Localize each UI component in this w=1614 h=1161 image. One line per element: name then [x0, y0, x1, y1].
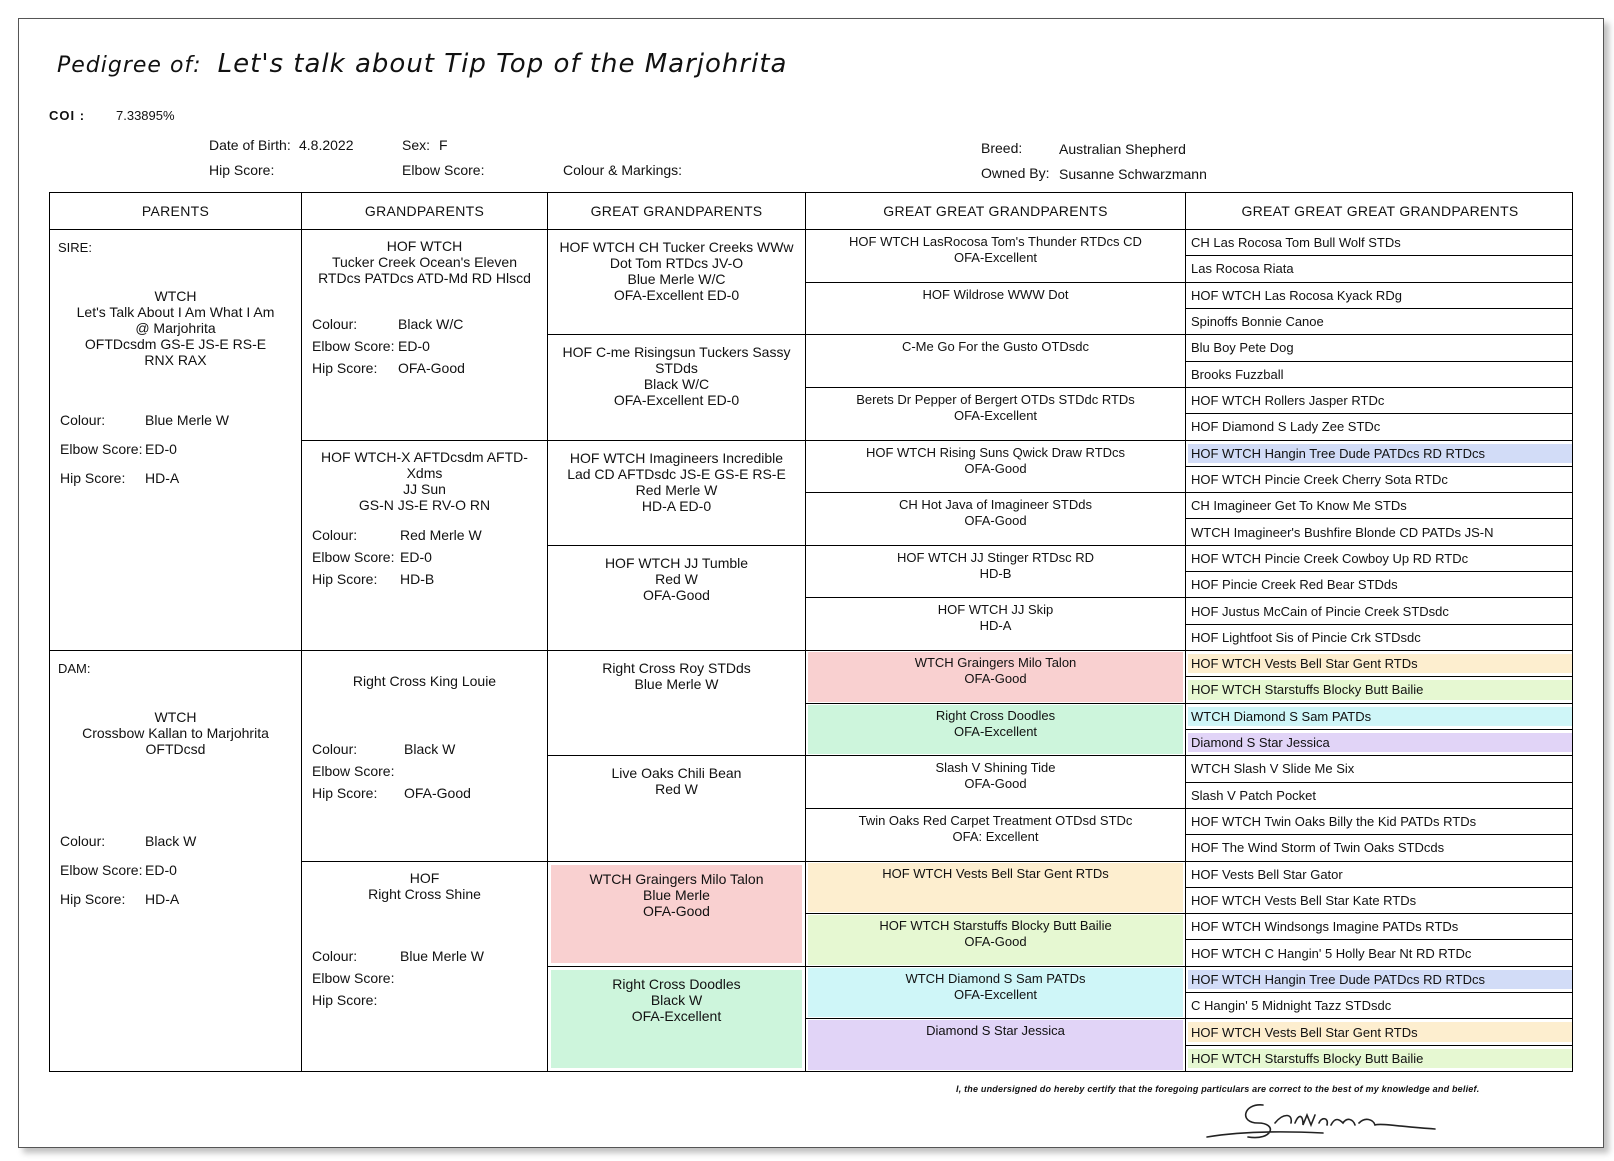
great-grandparent-cell: [548, 862, 805, 967]
sex-value: F: [439, 137, 448, 153]
gg-grandparent-name: HOF Wildrose WWW Dot: [922, 286, 1069, 302]
sire-cell: [50, 230, 301, 651]
ggg-grandparent-name: HOF WTCH Windsongs Imagine PATDs RTDs: [1191, 919, 1459, 935]
ggg-grandparent-name: HOF Pincie Creek Red Bear STDds: [1191, 577, 1398, 593]
gg-grandparent-cell: [806, 967, 1185, 1020]
ggg-grandparent-cell: [1186, 730, 1573, 756]
cell-fill: [1188, 338, 1572, 357]
great-grandparent-name: HOF WTCH JJ Tumble Red W OFA-Good: [604, 554, 749, 603]
ggg-grandparent-cell: [1186, 809, 1573, 835]
owner-label: Owned By:: [981, 165, 1050, 181]
cell-fill: [1188, 1022, 1572, 1041]
ggg-grandparent-name: HOF WTCH Vests Bell Star Gent RTDs: [1191, 656, 1418, 672]
attribute-label: Colour:: [312, 526, 358, 543]
attribute-value: Blue Merle W: [400, 947, 485, 964]
cell-fill: [1188, 286, 1572, 305]
attribute-row: [312, 947, 485, 964]
parent-name: WTCH Let's Talk About I Am What I Am @ Marjohrita OFTDcsdm GS-E JS-E RS-E RNX RAX: [76, 288, 275, 368]
dog-name: Let's talk about Tip Top of the Marjohrita: [217, 49, 788, 79]
cell-fill: [808, 231, 1183, 281]
ggg-grandparent-name: HOF Diamond S Lady Zee STDc: [1191, 419, 1381, 435]
ggg-grandparent-cell: [1186, 388, 1573, 414]
great-grandparent-name: Live Oaks Chili Bean Red W: [611, 765, 742, 798]
ggg-grandparent-cell: [1186, 625, 1573, 651]
gg-grandparent-cell: [806, 441, 1185, 494]
ggg-grandparent-name: HOF WTCH Las Rocosa Kyack RDg: [1191, 287, 1402, 303]
gg-grandparent-name: WTCH Diamond S Sam PATDs OFA-Excellent: [905, 970, 1086, 1002]
great-grandparent-cell: [548, 441, 805, 546]
ggg-grandparent-cell: [1186, 335, 1573, 361]
great-grandparent-name: HOF C-me Risingsun Tuckers Sassy STDds Black W/C OFA-Excellent ED-0: [562, 344, 791, 409]
gg-grandparent-cell: [806, 756, 1185, 809]
gg-grandparent-name: HOF WTCH Starstuffs Blocky Butt Bailie OFA-Good: [879, 918, 1112, 950]
cell-fill: [808, 863, 1183, 913]
ggg-grandparent-cell: [1186, 414, 1573, 440]
cell-fill: [1188, 943, 1572, 962]
grandparent-cell: [302, 230, 547, 441]
gg-grandparent-name: Diamond S Star Jessica: [926, 1023, 1065, 1039]
title-label: Pedigree of:: [57, 53, 202, 78]
gg-grandparent-name: HOF WTCH JJ Skip HD-A: [937, 602, 1054, 634]
ggg-grandparent-cell: [1186, 993, 1573, 1019]
attribute-row: [312, 763, 394, 779]
grandparent-name: HOF WTCH-X AFTDcsdm AFTD- Xdms JJ Sun GS-N JS-E RV-O RN: [321, 448, 528, 513]
ggg-grandparent-cell: [1186, 256, 1573, 282]
cell-fill: [1188, 786, 1572, 805]
attribute-row: [60, 441, 177, 457]
header-ggg-grandparents: GREAT GREAT GREAT GRANDPARENTS: [1186, 193, 1573, 230]
cell-fill: [551, 444, 802, 542]
ggg-grandparent-cell: [1186, 493, 1573, 519]
grandparent-name: HOF Right Cross Shine: [368, 869, 481, 902]
attribute-value: Red Merle W: [400, 526, 482, 543]
ggg-grandparent-cell: [1186, 677, 1573, 703]
attribute-row: [60, 862, 177, 878]
cell-fill: [1188, 1049, 1572, 1068]
cell-fill: [808, 810, 1183, 860]
ggg-grandparent-name: Blu Boy Pete Dog: [1191, 340, 1294, 356]
owner-value: Susanne Schwarzmann: [1059, 166, 1207, 182]
ggg-grandparent-cell: [1186, 888, 1573, 914]
great-grandparent-name: HOF WTCH CH Tucker Creeks WWw Dot Tom RTDcs JV-O Blue Merle W/C OFA-Excellent ED-0: [559, 239, 794, 303]
great-grandparent-cell: [548, 756, 805, 861]
ggg-grandparent-cell: [1186, 783, 1573, 809]
cell-fill: [808, 652, 1183, 702]
cell-fill: [1188, 470, 1572, 489]
attribute-row: [60, 412, 230, 428]
grandparent-cell: [302, 441, 547, 652]
gg-grandparent-cell: [806, 704, 1185, 757]
ggg-grandparent-cell: [1186, 914, 1573, 940]
attribute-value: OFA-Good: [404, 785, 471, 801]
cell-fill: [551, 549, 802, 647]
great-grandparent-cell: [548, 546, 805, 651]
parent-role: DAM:: [58, 661, 91, 676]
gg-grandparent-name: WTCH Graingers Milo Talon OFA-Good: [914, 655, 1077, 686]
attribute-row: [312, 360, 465, 376]
pedigree-sheet: [18, 18, 1604, 1148]
attribute-label: Hip Score:: [312, 991, 378, 1008]
attribute-label: Hip Score:: [312, 785, 378, 801]
great-grandparent-name: Right Cross Doodles Black W OFA-Excellent: [612, 975, 741, 1024]
ggg-grandparent-cell: [1186, 362, 1573, 388]
ggg-grandparent-name: C Hangin' 5 Midnight Tazz STDsdc: [1191, 998, 1392, 1014]
ggg-grandparent-name: HOF WTCH Rollers Jasper RTDc: [1191, 393, 1385, 409]
gg-grandparent-name: Slash V Shining Tide OFA-Good: [935, 760, 1056, 792]
attribute-label: Elbow Score:: [60, 441, 143, 457]
cell-fill: [1188, 970, 1572, 989]
ggg-grandparent-name: WTCH Slash V Slide Me Six: [1191, 761, 1355, 777]
cell-fill: [1188, 838, 1572, 857]
attribute-label: Colour:: [312, 316, 358, 332]
dam-cell: [50, 651, 301, 1071]
ggg-grandparent-cell: [1186, 1019, 1573, 1045]
cell-fill: [551, 759, 802, 857]
hip-label: Hip Score:: [209, 162, 275, 178]
cell-fill: [1188, 996, 1572, 1015]
ggg-grandparent-name: HOF WTCH Starstuffs Blocky Butt Bailie: [1191, 682, 1424, 698]
ggg-grandparent-cell: [1186, 467, 1573, 493]
ggg-grandparent-name: HOF WTCH Pincie Creek Cherry Sota RTDc: [1191, 471, 1448, 487]
gg-grandparent-cell: [806, 388, 1185, 441]
ggg-grandparent-cell: [1186, 546, 1573, 572]
cell-fill: [1188, 759, 1572, 778]
cell-fill: [1188, 891, 1572, 910]
grandparent-cell: [302, 862, 547, 1072]
great-grandparent-name: Right Cross Roy STDds Blue Merle W: [602, 660, 751, 692]
great-grandparent-cell: [548, 651, 805, 756]
ggg-grandparent-name: HOF WTCH Pincie Creek Cowboy Up RD RTDc: [1191, 550, 1469, 566]
gg-grandparent-cell: [806, 809, 1185, 862]
attribute-row: [60, 891, 180, 907]
parents-column: [50, 193, 301, 1071]
cell-fill: [808, 968, 1183, 1018]
grandparents-column: [301, 193, 547, 1071]
attribute-row: [60, 833, 197, 849]
gg-grandparent-name: CH Hot Java of Imagineer STDds OFA-Good: [899, 497, 1092, 529]
cell-fill: [808, 442, 1183, 492]
attribute-value: ED-0: [145, 862, 177, 878]
gg-grandparent-name: HOF WTCH Vests Bell Star Gent RTDs: [882, 865, 1109, 881]
gg-grandparent-cell: [806, 598, 1185, 651]
ggg-grandparent-cell: [1186, 572, 1573, 598]
cell-fill: [551, 338, 802, 436]
attribute-value: Black W/C: [398, 316, 464, 332]
attribute-row: [312, 316, 464, 332]
ggg-grandparent-name: CH Las Rocosa Tom Bull Wolf STDs: [1191, 235, 1401, 251]
cell-fill: [1188, 812, 1572, 831]
header-great-grandparents: GREAT GRANDPARENTS: [548, 193, 805, 230]
cell-fill: [1188, 365, 1572, 384]
header-grandparents: GRANDPARENTS: [302, 193, 547, 230]
dob-value: 4.8.2022: [299, 137, 354, 153]
cell-fill: [808, 336, 1183, 386]
attribute-label: Colour:: [312, 741, 358, 757]
gg-grandparent-cell: [806, 1019, 1185, 1071]
cell-fill: [1188, 707, 1572, 726]
cell-fill: [808, 494, 1183, 544]
attribute-row: [312, 741, 456, 757]
attribute-label: Hip Score:: [312, 360, 378, 376]
ggg-grandparent-name: HOF WTCH Twin Oaks Billy the Kid PATDs RTDs: [1191, 814, 1477, 830]
cell-fill: [1188, 601, 1572, 620]
ggg-grandparent-name: HOF The Wind Storm of Twin Oaks STDcds: [1191, 840, 1445, 856]
cell-fill: [808, 284, 1183, 334]
colour-label: Colour & Markings:: [563, 162, 683, 178]
gg-grandparent-name: Right Cross Doodles OFA-Excellent: [935, 707, 1056, 739]
attribute-label: Hip Score:: [60, 470, 126, 486]
cell-fill: [551, 970, 802, 1068]
cell-fill: [808, 705, 1183, 755]
attribute-label: Elbow Score:: [312, 338, 395, 354]
gg-grandparent-cell: [806, 914, 1185, 967]
great-grandparent-cell: [548, 230, 805, 335]
ggg-grandparent-cell: [1186, 309, 1573, 335]
cell-fill: [1188, 654, 1572, 673]
gg-grandparent-name: HOF WTCH Rising Suns Qwick Draw RTDcs OFA-Good: [865, 444, 1126, 476]
great-grandparent-name: HOF WTCH Imagineers Incredible Lad CD AFTDsdc JS-E GS-E RS-E Red Merle W HD-A ED-0: [567, 449, 786, 514]
ggg-grandparent-cell: [1186, 283, 1573, 309]
cell-fill: [808, 915, 1183, 965]
attribute-label: Elbow Score:: [312, 548, 395, 565]
ggg-grandparent-name: HOF WTCH Hangin Tree Dude PATDcs RD RTDcs: [1191, 445, 1485, 461]
cell-fill: [551, 233, 802, 331]
attribute-row: [312, 992, 377, 1008]
header-gg-grandparents: GREAT GREAT GRANDPARENTS: [806, 193, 1185, 230]
cell-fill: [1188, 733, 1572, 752]
gg-grandparent-cell: [806, 862, 1185, 915]
ggg-grandparent-cell: [1186, 862, 1573, 888]
attribute-label: Elbow Score:: [60, 862, 143, 878]
cell-fill: [551, 654, 802, 752]
cell-fill: [1188, 549, 1572, 568]
attribute-value: Black W: [404, 741, 456, 757]
gg-grandparent-name: HOF WTCH LasRocosa Tom's Thunder RTDcs CD OFA-Excellent: [849, 234, 1142, 265]
cell-fill: [808, 599, 1183, 649]
cell-fill: [1188, 917, 1572, 936]
ggg-grandparent-name: CH Imagineer Get To Know Me STDs: [1191, 498, 1407, 514]
attribute-row: [312, 970, 394, 986]
gg-grandparent-name: HOF WTCH JJ Stinger RTDsc RD HD-B: [897, 549, 1094, 581]
cell-fill: [808, 547, 1183, 597]
attribute-label: Colour:: [60, 833, 106, 849]
ggg-grandparent-cell: [1186, 756, 1573, 782]
ggg-grandparent-name: Brooks Fuzzball: [1191, 366, 1284, 382]
attribute-value: OFA-Good: [398, 360, 465, 376]
certification-text: I, the undersigned do hereby certify that the foregoing particulars are correct to the best of my knowledge and belief.: [956, 1084, 1480, 1094]
cell-fill: [1188, 312, 1572, 331]
attribute-row: [312, 338, 430, 354]
cell-fill: [1188, 522, 1572, 541]
grandparent-name: HOF WTCH Tucker Creek Ocean's Eleven RTDcs PATDcs ATD-Md RD Hlscd: [318, 238, 531, 286]
ggg-grandparent-name: HOF WTCH C Hangin' 5 Holly Bear Nt RD RTDc: [1191, 945, 1472, 961]
attribute-row: [312, 785, 471, 801]
ggg-grandparent-cell: [1186, 441, 1573, 467]
grandparent-cell: [302, 651, 547, 862]
elbow-label: Elbow Score:: [402, 162, 485, 178]
gg-grandparent-cell: [806, 283, 1185, 336]
ggg-grandparent-cell: [1186, 598, 1573, 624]
parent-name: WTCH Crossbow Kallan to Marjohrita OFTDcsd: [82, 709, 269, 757]
cell-fill: [1188, 575, 1572, 594]
attribute-row: [312, 570, 435, 587]
gg-grandparent-cell: [806, 335, 1185, 388]
cell-fill: [1188, 680, 1572, 699]
gg-grandparent-name: Berets Dr Pepper of Bergert OTDs STDdc RTDs OFA-Excellent: [856, 391, 1135, 423]
ggg-grandparent-name: HOF WTCH Starstuffs Blocky Butt Bailie: [1191, 1050, 1424, 1066]
ggg-grandparent-name: HOF WTCH Vests Bell Star Gent RTDs: [1191, 1024, 1418, 1040]
cell-fill: [1188, 391, 1572, 410]
cell-fill: [551, 865, 802, 963]
ggg-grandparent-name: Las Rocosa Riata: [1191, 261, 1294, 277]
ggg-grandparent-name: HOF WTCH Vests Bell Star Kate RTDs: [1191, 892, 1417, 908]
attribute-label: Colour:: [312, 947, 358, 964]
ggg-grandparent-name: WTCH Diamond S Sam PATDs: [1191, 708, 1372, 724]
attribute-value: Blue Merle W: [145, 412, 230, 428]
ggg-grandparents-column: [1185, 193, 1573, 1071]
cell-fill: [1188, 865, 1572, 884]
attribute-value: Black W: [145, 833, 197, 849]
attribute-value: HD-A: [145, 891, 180, 907]
attribute-value: ED-0: [145, 441, 177, 457]
dob-label: Date of Birth:: [209, 137, 291, 153]
ggg-grandparent-cell: [1186, 940, 1573, 966]
gg-grandparent-cell: [806, 651, 1185, 704]
cell-fill: [1188, 496, 1572, 515]
ggg-grandparent-cell: [1186, 651, 1573, 677]
cell-fill: [1188, 628, 1572, 647]
cell-fill: [808, 757, 1183, 807]
ggg-grandparent-cell: [1186, 704, 1573, 730]
ggg-grandparent-cell: [1186, 967, 1573, 993]
cell-fill: [1188, 233, 1572, 252]
attribute-value: ED-0: [398, 338, 430, 354]
sex-label: Sex:: [402, 137, 431, 153]
gg-grandparent-name: C-Me Go For the Gusto OTDsdc: [901, 339, 1090, 355]
ggg-grandparent-name: HOF Justus McCain of Pincie Creek STDsdc: [1191, 603, 1449, 619]
ggg-grandparent-name: HOF Lightfoot Sis of Pincie Crk STDsdc: [1191, 629, 1421, 645]
gg-grandparent-cell: [806, 230, 1185, 283]
cell-fill: [1188, 444, 1572, 463]
gg-grandparent-cell: [806, 546, 1185, 599]
coi-value: 7.33895%: [116, 108, 175, 123]
great-grandparent-name: WTCH Graingers Milo Talon Blue Merle OFA-Good: [589, 870, 764, 919]
parent-role: SIRE:: [58, 240, 92, 255]
ggg-grandparent-name: WTCH Imagineer's Bushfire Blonde CD PATDs JS-N: [1191, 524, 1494, 540]
pedigree-table: [49, 192, 1573, 1072]
ggg-grandparent-name: Diamond S Star Jessica: [1191, 735, 1330, 751]
great-grandparent-cell: [548, 967, 805, 1071]
attribute-value: ED-0: [400, 548, 432, 565]
attribute-label: Colour:: [60, 412, 106, 428]
attribute-label: Elbow Score:: [312, 763, 395, 779]
ggg-grandparent-name: Slash V Patch Pocket: [1191, 787, 1317, 803]
attribute-row: [312, 548, 432, 565]
gg-grandparents-column: [805, 193, 1185, 1071]
cell-fill: [1188, 259, 1572, 278]
signature-image: [1203, 1093, 1443, 1148]
attribute-row: [312, 526, 482, 543]
cell-fill: [808, 1020, 1183, 1070]
ggg-grandparent-cell: [1186, 230, 1573, 256]
ggg-grandparent-cell: [1186, 519, 1573, 545]
ggg-grandparent-name: HOF Vests Bell Star Gator: [1191, 866, 1343, 882]
breed-label: Breed:: [981, 140, 1023, 156]
ggg-grandparent-cell: [1186, 835, 1573, 861]
coi-label: COI :: [49, 108, 86, 123]
breed-value: Australian Shepherd: [1059, 141, 1186, 157]
attribute-row: [60, 470, 180, 486]
cell-fill: [808, 389, 1183, 439]
gg-grandparent-name: Twin Oaks Red Carpet Treatment OTDsd STDc OFA: Excellent: [858, 812, 1133, 844]
ggg-grandparent-name: HOF WTCH Hangin Tree Dude PATDcs RD RTDcs: [1191, 971, 1485, 987]
header-parents: PARENTS: [50, 193, 301, 230]
ggg-grandparent-cell: [1186, 1046, 1573, 1071]
cell-fill: [1188, 417, 1572, 436]
great-grandparent-cell: [548, 335, 805, 440]
page-title: [57, 49, 787, 79]
grandparent-name: Right Cross King Louie: [352, 673, 497, 689]
attribute-label: Hip Score:: [60, 891, 126, 907]
great-grandparents-column: [547, 193, 805, 1071]
gg-grandparent-cell: [806, 493, 1185, 546]
attribute-value: HD-A: [145, 470, 180, 486]
attribute-label: Hip Score:: [312, 570, 378, 587]
ggg-grandparent-name: Spinoffs Bonnie Canoe: [1191, 314, 1324, 330]
attribute-value: HD-B: [400, 570, 435, 587]
attribute-label: Elbow Score:: [312, 969, 395, 986]
